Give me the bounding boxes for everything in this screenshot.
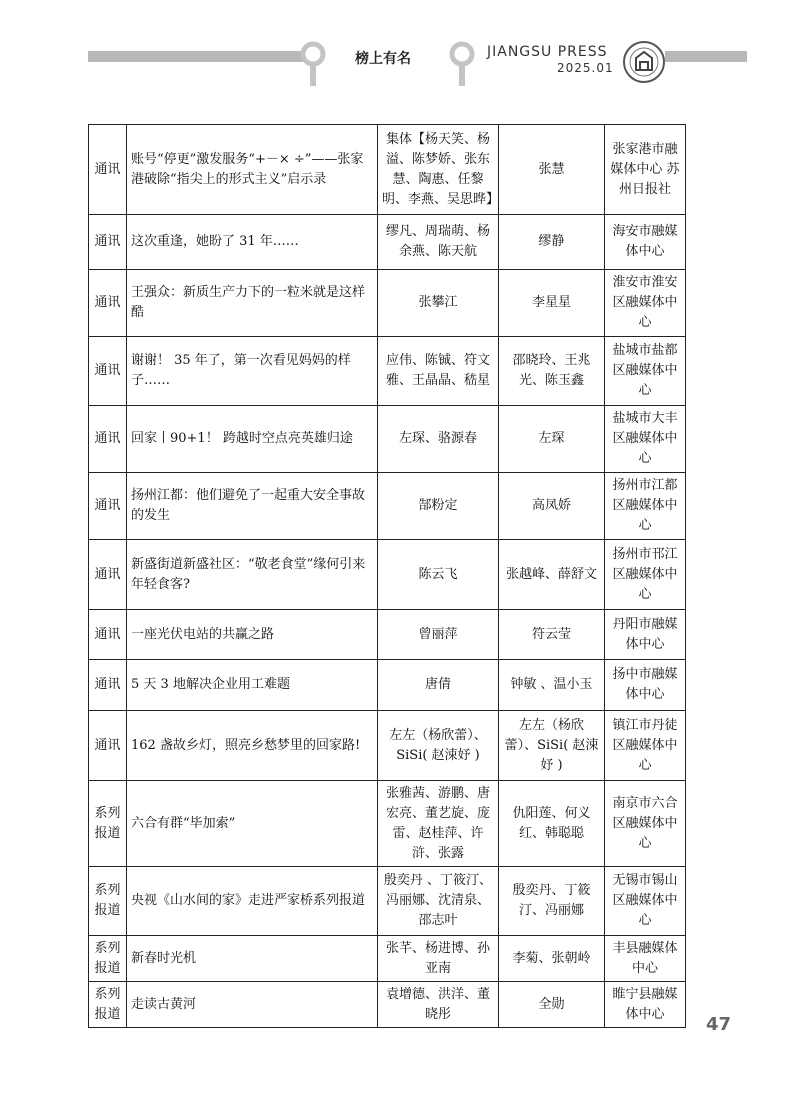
unit-cell: 睢宁县融媒体中心: [605, 982, 686, 1028]
title-cell: 一座光伏电站的共赢之路: [127, 610, 378, 660]
title-cell: 王强众：新质生产力下的一粒米就是这样酷: [127, 270, 378, 337]
category-cell: 系列报道: [89, 936, 127, 982]
title-cell: 走读古黄河: [127, 982, 378, 1028]
unit-cell: 扬中市融媒体中心: [605, 660, 686, 711]
category-cell: 通讯: [89, 660, 127, 711]
editors-cell: 符云莹: [499, 610, 605, 660]
unit-cell: 盐城市盐都区融媒体中心: [605, 337, 686, 406]
category-cell: 通讯: [89, 610, 127, 660]
title-cell: 这次重逢，她盼了 31 年……: [127, 215, 378, 270]
unit-cell: 扬州市邗江区融媒体中心: [605, 540, 686, 610]
table-row: [89, 781, 686, 867]
authors-cell: 左琛、骆源春: [378, 406, 499, 473]
table-row: [89, 936, 686, 982]
table-row: [89, 125, 686, 215]
category-cell: 通讯: [89, 125, 127, 215]
unit-cell: 镇江市丹徒区融媒体中心: [605, 711, 686, 781]
table-row: [89, 610, 686, 660]
editors-cell: 李菊、张朝岭: [499, 936, 605, 982]
category-cell: 通讯: [89, 473, 127, 540]
category-cell: 通讯: [89, 540, 127, 610]
title-cell: 新盛街道新盛社区：“敬老食堂”缘何引来年轻食客?: [127, 540, 378, 610]
table-row: [89, 337, 686, 406]
unit-cell: 淮安市淮安区融媒体中心: [605, 270, 686, 337]
table-row: [89, 406, 686, 473]
table-row: [89, 867, 686, 936]
table-row: [89, 660, 686, 711]
editors-cell: 李星星: [499, 270, 605, 337]
pin-icon: [447, 40, 477, 88]
editors-cell: 左左（杨欣蕾）、SiSi( 赵涑妤 ): [499, 711, 605, 781]
section-title: 榜上有名: [355, 51, 411, 67]
authors-cell: 曾丽萍: [378, 610, 499, 660]
table-row: [89, 982, 686, 1028]
authors-cell: 陈云飞: [378, 540, 499, 610]
category-cell: 通讯: [89, 406, 127, 473]
editors-cell: 钟敏 、温小玉: [499, 660, 605, 711]
title-cell: 扬州江都：他们避免了一起重大安全事故的发生: [127, 473, 378, 540]
category-cell: 系列报道: [89, 982, 127, 1028]
unit-cell: 南京市六合区融媒体中心: [605, 781, 686, 867]
unit-cell: 海安市融媒体中心: [605, 215, 686, 270]
editors-cell: 缪静: [499, 215, 605, 270]
authors-cell: 袁增德、洪洋、董晓彤: [378, 982, 499, 1028]
table-row: [89, 270, 686, 337]
title-cell: 账号“停更”激发服务“+－× ÷”——张家港破除“指尖上的形式主义”启示录: [127, 125, 378, 215]
category-cell: 系列报道: [89, 867, 127, 936]
authors-cell: 应伟、陈铖、符文雅、王晶晶、嵇星: [378, 337, 499, 406]
unit-cell: 丹阳市融媒体中心: [605, 610, 686, 660]
page-number: 47: [706, 1014, 732, 1035]
issue-date: 2025.01: [557, 61, 614, 75]
magazine-seal-icon: [622, 40, 666, 84]
unit-cell: 盐城市大丰区融媒体中心: [605, 406, 686, 473]
unit-cell: 无锡市锡山区融媒体中心: [605, 867, 686, 936]
editors-cell: 张慧: [499, 125, 605, 215]
authors-cell: 左左（杨欣蕾）、SiSi( 赵涑妤 ): [378, 711, 499, 781]
unit-cell: 张家港市融媒体中心 苏州日报社: [605, 125, 686, 215]
authors-cell: 集体【杨天笑、杨溢、陈梦娇、张东慧、陶惠、任黎明、李燕、吴思晔】: [378, 125, 499, 215]
authors-cell: 张攀江: [378, 270, 499, 337]
awards-table: [88, 124, 686, 1028]
title-cell: 新春时光机: [127, 936, 378, 982]
category-cell: 通讯: [89, 215, 127, 270]
title-cell: 六合有群“毕加索”: [127, 781, 378, 867]
table-row: [89, 540, 686, 610]
table-row: [89, 473, 686, 540]
category-cell: 通讯: [89, 711, 127, 781]
authors-cell: 张芊、杨进博、孙亚南: [378, 936, 499, 982]
title-cell: 谢谢！ 35 年了，第一次看见妈妈的样子……: [127, 337, 378, 406]
pin-icon: [298, 40, 328, 88]
authors-cell: 唐倩: [378, 660, 499, 711]
editors-cell: 高凤娇: [499, 473, 605, 540]
title-cell: 央视《山水间的家》走进严家桥系列报道: [127, 867, 378, 936]
header-bar-left: [88, 51, 304, 62]
authors-cell: 郜粉定: [378, 473, 499, 540]
unit-cell: 扬州市江都区融媒体中心: [605, 473, 686, 540]
title-cell: 162 盏故乡灯，照亮乡愁梦里的回家路!: [127, 711, 378, 781]
table-row: [89, 215, 686, 270]
editors-cell: 仇阳莲、何义红、韩聪聪: [499, 781, 605, 867]
editors-cell: 全勋: [499, 982, 605, 1028]
editors-cell: 左琛: [499, 406, 605, 473]
title-cell: 回家丨90+1！ 跨越时空点亮英雄归途: [127, 406, 378, 473]
unit-cell: 丰县融媒体中心: [605, 936, 686, 982]
authors-cell: 缪凡、周瑞萌、杨余燕、陈天航: [378, 215, 499, 270]
editors-cell: 邵晓玲、王兆光、陈玉鑫: [499, 337, 605, 406]
table-row: [89, 711, 686, 781]
authors-cell: 张雅茜、游鹏、唐宏亮、董艺旋、庞雷、赵桂萍、许浒、张露: [378, 781, 499, 867]
header-bar-right: [665, 51, 747, 62]
magazine-name: JIANGSU PRESS: [487, 44, 608, 60]
editors-cell: 张越峰、薛舒文: [499, 540, 605, 610]
category-cell: 通讯: [89, 337, 127, 406]
editors-cell: 殷奕丹、丁筱汀、冯丽娜: [499, 867, 605, 936]
authors-cell: 殷奕丹 、丁筱汀、冯丽娜、沈清泉、邵志叶: [378, 867, 499, 936]
category-cell: 通讯: [89, 270, 127, 337]
category-cell: 系列报道: [89, 781, 127, 867]
title-cell: 5 天 3 地解决企业用工难题: [127, 660, 378, 711]
